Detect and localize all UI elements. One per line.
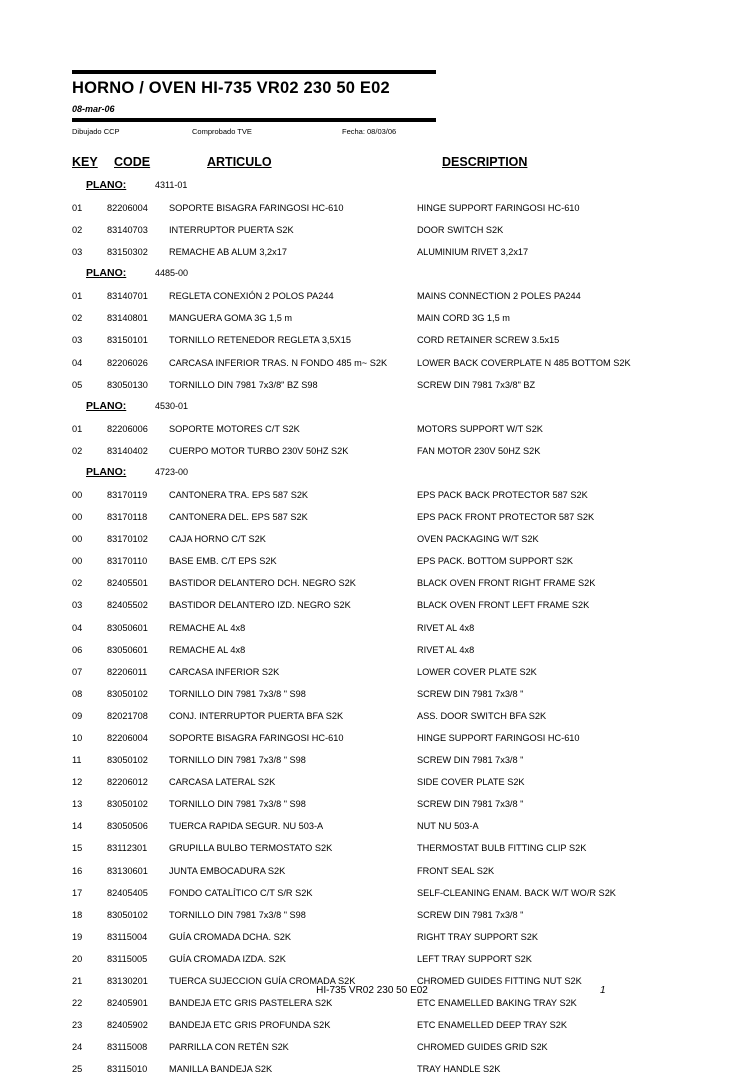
cell-key: 23 (72, 1020, 83, 1031)
cell-description: SIDE COVER PLATE S2K (417, 777, 525, 788)
header-rule-top (72, 70, 436, 74)
cell-articulo: PARRILLA CON RETÉN S2K (169, 1042, 289, 1053)
cell-code: 83050601 (107, 644, 148, 655)
cell-key: 01 (72, 203, 83, 213)
cell-code: 83050601 (107, 622, 148, 633)
cell-code: 83140701 (107, 291, 148, 302)
cell-description: SELF-CLEANING ENAM. BACK W/T WO/R S2K (417, 887, 616, 898)
cell-key: 03 (72, 600, 83, 611)
cell-description: SCREW DIN 7981 7x3/8 " (417, 688, 524, 699)
cell-code: 83115008 (107, 1042, 148, 1053)
cell-description: MAINS CONNECTION 2 POLES PA244 (417, 291, 581, 302)
table-row (72, 355, 692, 377)
column-header-code: CODE (114, 155, 151, 169)
cell-code: 83050130 (107, 379, 148, 390)
cell-description: RIGHT TRAY SUPPORT S2K (417, 931, 539, 942)
cell-description: OVEN PACKAGING W/T S2K (417, 534, 539, 545)
cell-key: 19 (72, 931, 83, 942)
cell-code: 82206004 (107, 203, 148, 213)
cell-code: 82206011 (107, 666, 148, 677)
table-row (72, 642, 692, 664)
footer-title: HI-735 VR02 230 50 E02 (316, 985, 428, 996)
cell-code: 83150101 (107, 335, 148, 346)
cell-articulo: CARCASA INFERIOR S2K (169, 666, 280, 677)
cell-description: ASS. DOOR SWITCH BFA S2K (417, 710, 547, 721)
plano-value: 4311-01 (155, 180, 188, 190)
cell-articulo: REMACHE AL 4x8 (169, 644, 246, 655)
drawn-by-label: Dibujado CCP (72, 127, 120, 136)
cell-key: 11 (72, 755, 82, 766)
cell-code: 82206004 (107, 732, 148, 743)
cell-articulo: REMACHE AL 4x8 (169, 622, 246, 633)
cell-key: 01 (72, 291, 83, 302)
cell-code: 83130601 (107, 865, 148, 876)
cell-description: DOOR SWITCH S2K (417, 225, 504, 236)
cell-key: 12 (72, 777, 83, 788)
cell-key: 17 (72, 887, 83, 898)
cell-key: 14 (72, 821, 83, 832)
cell-description: LEFT TRAY SUPPORT S2K (417, 953, 532, 964)
plano-label: PLANO: (86, 465, 127, 478)
table-row (72, 907, 692, 929)
cell-articulo: CANTONERA TRA. EPS 587 S2K (169, 489, 309, 500)
cell-code: 82405902 (107, 1020, 148, 1031)
cell-key: 25 (72, 1064, 83, 1075)
cell-description: RIVET AL 4x8 (417, 644, 475, 655)
cell-description: MOTORS SUPPORT W/T S2K (417, 423, 543, 434)
cell-code: 82021708 (107, 710, 148, 721)
cell-description: NUT NU 503-A (417, 821, 479, 832)
cell-articulo: SOPORTE MOTORES C/T S2K (169, 423, 300, 434)
cell-code: 83050102 (107, 755, 148, 766)
cell-articulo: SOPORTE BISAGRA FARINGOSI HC-610 (169, 203, 344, 213)
header-meta-row (72, 127, 672, 141)
cell-description: ETC ENAMELLED BAKING TRAY S2K (417, 998, 577, 1009)
table-row (72, 664, 692, 686)
cell-key: 02 (72, 578, 83, 589)
cell-articulo: CONJ. INTERRUPTOR PUERTA BFA S2K (169, 710, 344, 721)
plano-value: 4530-01 (155, 400, 189, 411)
cell-articulo: TORNILLO DIN 7981 7x3/8 " S98 (169, 755, 306, 766)
table-row (72, 597, 692, 619)
cell-key: 00 (72, 489, 83, 500)
cell-code: 82405502 (107, 600, 148, 611)
plano-row (72, 178, 692, 200)
plano-row (72, 465, 692, 487)
cell-articulo: CARCASA LATERAL S2K (169, 777, 276, 788)
cell-key: 00 (72, 512, 83, 523)
table-row (72, 443, 692, 465)
cell-description: LOWER COVER PLATE S2K (417, 666, 537, 677)
table-row (72, 288, 692, 310)
cell-code: 82405901 (107, 998, 148, 1009)
cell-code: 82206012 (107, 777, 148, 788)
cell-articulo: JUNTA EMBOCADURA S2K (169, 865, 286, 876)
cell-description: THERMOSTAT BULB FITTING CLIP S2K (417, 843, 587, 854)
cell-description: BLACK OVEN FRONT LEFT FRAME S2K (417, 600, 590, 611)
cell-key: 07 (72, 666, 83, 677)
column-header-description: DESCRIPTION (442, 155, 528, 169)
cell-articulo: TORNILLO DIN 7981 7x3/8" BZ S98 (169, 379, 318, 390)
cell-key: 00 (72, 534, 83, 545)
cell-key: 16 (72, 865, 83, 876)
cell-articulo: REMACHE AB ALUM 3,2x17 (169, 247, 287, 258)
page-title: HORNO / OVEN HI-735 VR02 230 50 E02 (72, 79, 390, 97)
header-rule-mid (72, 118, 436, 122)
cell-code: 82405405 (107, 887, 148, 898)
cell-articulo: BANDEJA ETC GRIS PASTELERA S2K (169, 998, 333, 1009)
table-row (72, 1061, 692, 1083)
cell-articulo: BASTIDOR DELANTERO IZD. NEGRO S2K (169, 600, 351, 611)
cell-key: 05 (72, 379, 83, 390)
cell-key: 01 (72, 423, 83, 434)
cell-key: 21 (72, 976, 83, 986)
cell-articulo: BASTIDOR DELANTERO DCH. NEGRO S2K (169, 578, 356, 589)
cell-code: 83115005 (107, 953, 148, 964)
cell-code: 83112301 (107, 843, 148, 854)
cell-description: RIVET AL 4x8 (417, 622, 475, 633)
cell-description: BLACK OVEN FRONT RIGHT FRAME S2K (417, 578, 596, 589)
cell-code: 83170102 (107, 534, 148, 545)
cell-articulo: CANTONERA DEL. EPS 587 S2K (169, 512, 308, 523)
cell-key: 13 (72, 799, 83, 810)
cell-code: 83170119 (107, 489, 148, 500)
table-row (72, 752, 692, 774)
cell-description: HINGE SUPPORT FARINGOSI HC-610 (417, 203, 580, 213)
column-header-key: KEY (72, 155, 98, 169)
table-row (72, 774, 692, 796)
cell-code: 83140801 (107, 313, 148, 324)
cell-articulo: CARCASA INFERIOR TRAS. N FONDO 485 m~ S2K (169, 357, 388, 368)
table-row (72, 885, 692, 907)
table-row (72, 310, 692, 332)
cell-code: 83130201 (107, 976, 148, 986)
cell-description: ALUMINIUM RIVET 3,2x17 (417, 247, 529, 258)
cell-articulo: TUERCA RAPIDA SEGUR. NU 503-A (169, 821, 324, 832)
cell-key: 02 (72, 313, 83, 324)
cell-articulo: TORNILLO RETENEDOR REGLETA 3,5X15 (169, 335, 351, 346)
document-footer (0, 985, 744, 1001)
cell-key: 04 (72, 622, 83, 633)
cell-key: 04 (72, 357, 83, 368)
cell-code: 83115010 (107, 1064, 148, 1075)
table-row (72, 818, 692, 840)
plano-value: 4485-00 (155, 268, 189, 279)
cell-code: 83140402 (107, 445, 148, 456)
cell-description: EPS PACK BACK PROTECTOR 587 S2K (417, 489, 588, 500)
cell-articulo: MANGUERA GOMA 3G 1,5 m (169, 313, 293, 324)
table-row (72, 796, 692, 818)
cell-key: 02 (72, 445, 83, 456)
date-field-label: Fecha: 08/03/06 (342, 127, 397, 136)
table-row (72, 1017, 692, 1039)
cell-description: SCREW DIN 7981 7x3/8 " (417, 799, 524, 810)
table-column-headers (72, 155, 672, 173)
cell-description: EPS PACK FRONT PROTECTOR 587 S2K (417, 512, 595, 523)
table-row (72, 708, 692, 730)
cell-key: 08 (72, 688, 83, 699)
table-row (72, 244, 692, 266)
cell-key: 10 (72, 732, 83, 743)
cell-description: LOWER BACK COVERPLATE N 485 BOTTOM S2K (417, 357, 631, 368)
cell-articulo: GUÍA CROMADA DCHA. S2K (169, 931, 292, 942)
table-row (72, 531, 692, 553)
cell-articulo: TORNILLO DIN 7981 7x3/8 " S98 (169, 909, 306, 920)
cell-code: 83150302 (107, 247, 148, 258)
table-row (72, 332, 692, 354)
cell-key: 20 (72, 953, 83, 964)
cell-description: TRAY HANDLE S2K (417, 1064, 501, 1075)
parts-table-body (72, 178, 692, 1083)
cell-articulo: BANDEJA ETC GRIS PROFUNDA S2K (169, 1020, 331, 1031)
cell-description: CORD RETAINER SCREW 3.5x15 (417, 335, 560, 346)
cell-description: SCREW DIN 7981 7x3/8 " (417, 755, 524, 766)
cell-code: 83050102 (107, 688, 148, 699)
table-row (72, 575, 692, 597)
table-row (72, 509, 692, 531)
cell-description: ETC ENAMELLED DEEP TRAY S2K (417, 1020, 567, 1031)
plano-row (72, 399, 692, 421)
cell-code: 82206026 (107, 357, 148, 368)
table-row (72, 1039, 692, 1061)
cell-code: 83140703 (107, 225, 148, 236)
cell-articulo: CUERPO MOTOR TURBO 230V 50HZ S2K (169, 445, 349, 456)
cell-key: 15 (72, 843, 83, 854)
cell-key: 02 (72, 225, 83, 236)
cell-code: 83050506 (107, 821, 148, 832)
cell-description: MAIN CORD 3G 1,5 m (417, 313, 510, 324)
cell-description: CHROMED GUIDES GRID S2K (417, 1042, 548, 1053)
document-header (72, 70, 672, 141)
cell-description: FAN MOTOR 230V 50HZ S2K (417, 445, 541, 456)
table-row (72, 730, 692, 752)
cell-articulo: TORNILLO DIN 7981 7x3/8 " S98 (169, 688, 306, 699)
plano-row (72, 266, 692, 288)
cell-articulo: TUERCA SUJECCION GUÍA CROMADA S2K (169, 976, 356, 986)
table-row (72, 222, 692, 244)
cell-key: 03 (72, 335, 83, 346)
cell-key: 03 (72, 247, 83, 258)
cell-description: SCREW DIN 7981 7x3/8" BZ (417, 379, 536, 390)
cell-key: 22 (72, 998, 83, 1009)
cell-key: 09 (72, 710, 83, 721)
cell-code: 83170118 (107, 512, 148, 523)
cell-key: 00 (72, 556, 83, 567)
cell-articulo: BASE EMB. C/T EPS S2K (169, 556, 277, 567)
plano-value: 4723-00 (155, 466, 189, 477)
cell-description: HINGE SUPPORT FARINGOSI HC-610 (417, 732, 580, 743)
checked-by-label: Comprobado TVE (192, 127, 252, 136)
cell-code: 83170110 (107, 556, 148, 567)
table-row (72, 686, 692, 708)
table-row (72, 929, 692, 951)
footer-page-number: 1 (600, 985, 606, 996)
cell-description: EPS PACK. BOTTOM SUPPORT S2K (417, 556, 574, 567)
cell-key: 18 (72, 909, 83, 920)
plano-label: PLANO: (86, 179, 127, 191)
cell-description: FRONT SEAL S2K (417, 865, 495, 876)
table-row (72, 377, 692, 399)
table-row (72, 840, 692, 862)
document-date: 08-mar-06 (72, 104, 115, 114)
table-row (72, 620, 692, 642)
cell-key: 24 (72, 1042, 83, 1053)
table-row (72, 553, 692, 575)
cell-code: 83050102 (107, 799, 148, 810)
table-row (72, 951, 692, 973)
table-row (72, 421, 692, 443)
cell-articulo: GUÍA CROMADA IZDA. S2K (169, 953, 286, 964)
cell-articulo: REGLETA CONEXIÓN 2 POLOS PA244 (169, 291, 334, 302)
table-row (72, 200, 692, 222)
cell-articulo: MANILLA BANDEJA S2K (169, 1064, 273, 1075)
cell-code: 82206006 (107, 423, 148, 434)
cell-articulo: SOPORTE BISAGRA FARINGOSI HC-610 (169, 732, 344, 743)
plano-label: PLANO: (86, 267, 127, 280)
cell-description: CHROMED GUIDES FITTING NUT S2K (417, 976, 582, 986)
cell-code: 83050102 (107, 909, 148, 920)
cell-key: 06 (72, 644, 83, 655)
cell-code: 82405501 (107, 578, 148, 589)
cell-code: 83115004 (107, 931, 148, 942)
plano-label: PLANO: (86, 399, 127, 412)
table-row (72, 863, 692, 885)
table-row (72, 487, 692, 509)
cell-articulo: FONDO CATALÍTICO C/T S/R S2K (169, 887, 313, 898)
column-header-articulo: ARTICULO (207, 155, 272, 169)
cell-articulo: INTERRUPTOR PUERTA S2K (169, 225, 294, 236)
cell-articulo: GRUPILLA BULBO TERMOSTATO S2K (169, 843, 333, 854)
cell-description: SCREW DIN 7981 7x3/8 " (417, 909, 524, 920)
cell-articulo: TORNILLO DIN 7981 7x3/8 " S98 (169, 799, 306, 810)
cell-articulo: CAJA HORNO C/T S2K (169, 534, 266, 545)
